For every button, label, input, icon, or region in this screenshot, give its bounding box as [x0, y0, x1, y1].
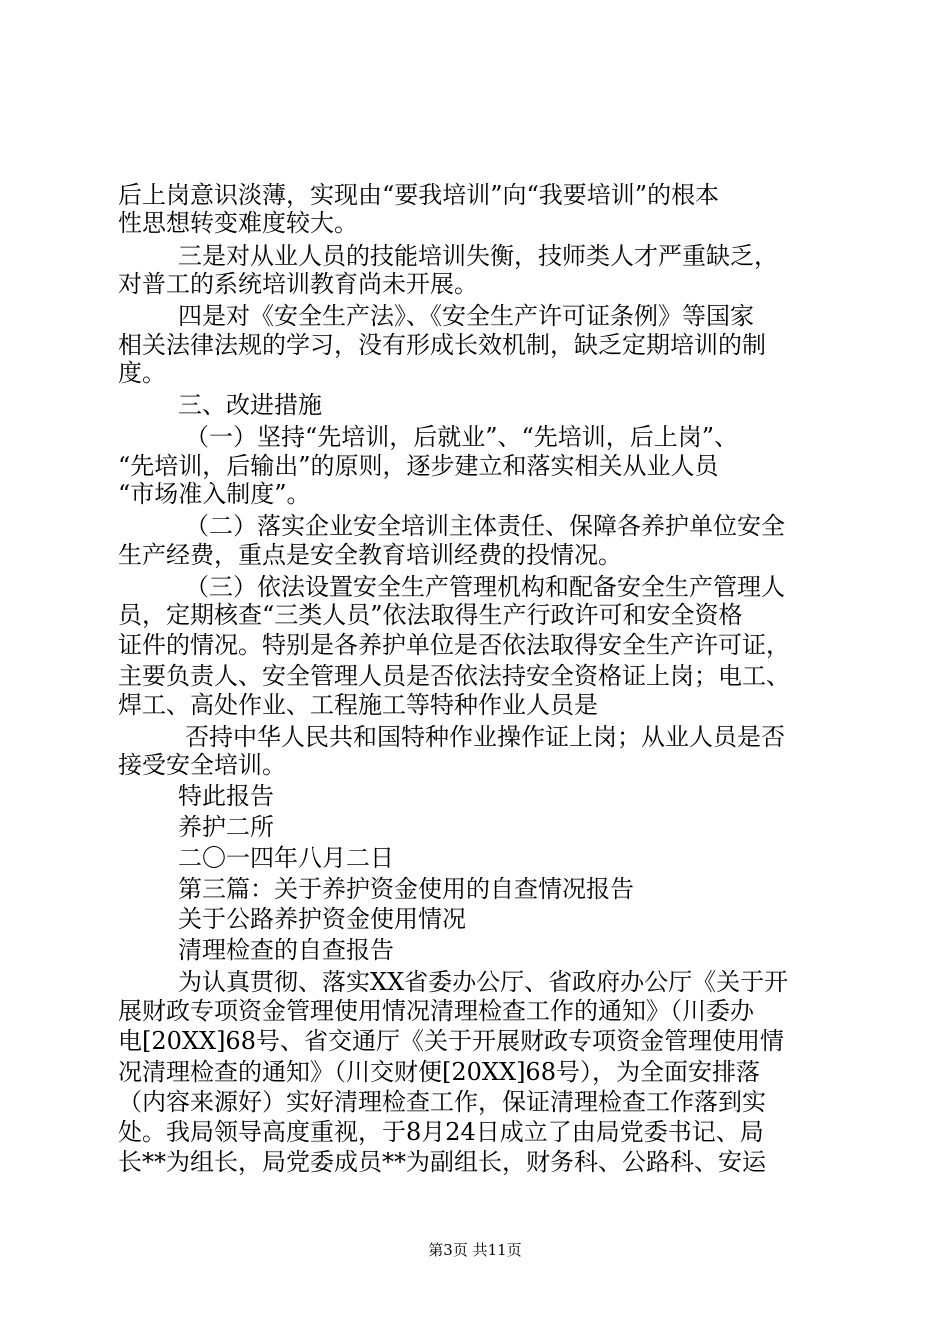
text-line: 焊工、高处作业、工程施工等特种作业人员是 — [118, 691, 598, 719]
text-line: 三是对从业人员的技能培训失衡，技师类人才严重缺乏， — [178, 242, 778, 270]
text-line: 生产经费，重点是安全教育培训经费的投情况。 — [118, 541, 622, 569]
text-line: 接受安全培训。 — [118, 751, 286, 779]
text-line: 况清理检查的通知》（川交财便[20XX]68号），为全面安排落 — [118, 1058, 760, 1086]
text-line: 电[20XX]68号、省交通厅《关于开展财政专项资金管理使用情 — [118, 1027, 784, 1055]
page-footer: 第3页 共11页 — [428, 1241, 522, 1259]
text-line: “市场准入制度”。 — [118, 480, 311, 508]
text-line: 四是对《安全生产法》、《安全生产许可证条例》等国家 — [178, 302, 754, 330]
text-line: 员，定期核查“三类人员”依法取得生产行政许可和安全资格 — [118, 601, 743, 629]
text-line: “先培训，后输出”的原则，逐步建立和落实相关从业人员 — [118, 452, 719, 480]
date-line: 二〇一四年八月二日 — [178, 844, 394, 872]
text-line: 长**为组长，局党委成员**为副组长，财务科、公路科、安运 — [118, 1148, 766, 1176]
section-heading: 三、改进措施 — [178, 391, 322, 419]
text-line: 对普工的系统培训教育尚未开展。 — [118, 270, 478, 298]
text-line: 证件的情况。特别是各养护单位是否依法取得安全生产许可证， — [118, 631, 790, 659]
text-line: 否持中华人民共和国特种作业操作证上岗；从业人员是否 — [185, 723, 785, 751]
report-title-line: 清理检查的自查报告 — [178, 936, 394, 964]
text-line: 主要负责人、安全管理人员是否依法持安全资格证上岗；电工、 — [118, 662, 790, 690]
text-line: （一）坚持“先培训，后就业”、“先培训，后上岗”、 — [185, 423, 739, 451]
report-title-line: 关于公路养护资金使用情况 — [178, 905, 466, 933]
closing-line: 特此报告 — [178, 782, 274, 810]
text-line: 相关法律法规的学习，没有形成长效机制，缺乏定期培训的制 — [118, 331, 766, 359]
text-line: 展财政专项资金管理使用情况清理检查工作的通知》（川委办 — [118, 997, 754, 1025]
text-line: （二）落实企业安全培训主体责任、保障各养护单位安全 — [185, 512, 785, 540]
text-line: 性思想转变难度较大。 — [118, 209, 358, 237]
text-line: （三）依法设置安全生产管理机构和配备安全生产管理人 — [185, 573, 785, 601]
text-line: 度。 — [118, 359, 166, 387]
signature-line: 养护二所 — [178, 813, 274, 841]
chapter-title: 第三篇：关于养护资金使用的自查情况报告 — [178, 875, 634, 903]
text-line: 处。我局领导高度重视，于8月24日成立了由局党委书记、局 — [118, 1118, 764, 1146]
text-line: 为认真贯彻、落实XX省委办公厅、省政府办公厅《关于开 — [178, 968, 789, 996]
text-line: （内容来源好）实好清理检查工作，保证清理检查工作落到实 — [118, 1088, 766, 1116]
text-line: 后上岗意识淡薄，实现由“要我培训”向“我要培训”的根本 — [118, 181, 720, 209]
